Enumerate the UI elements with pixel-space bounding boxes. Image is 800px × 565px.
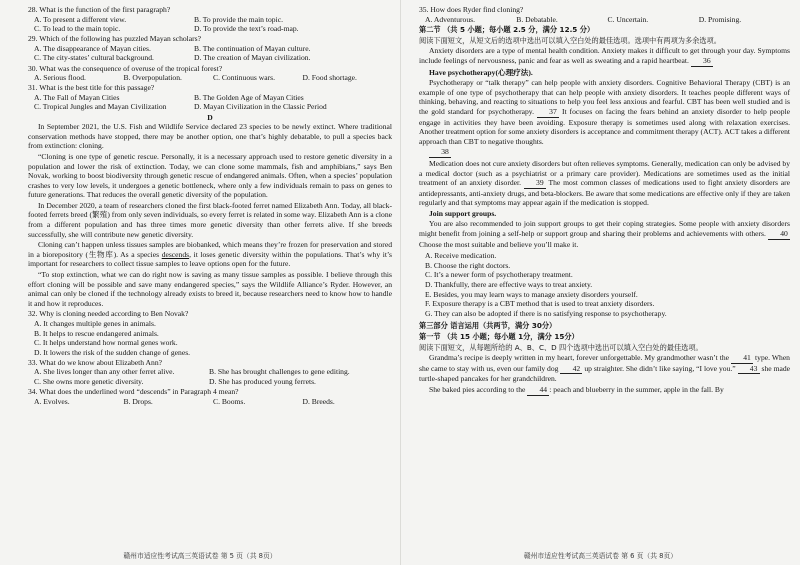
- option-c: C. It’s a newer form of psychotherapy treatment.: [425, 270, 573, 280]
- section-2-title: 第二节 （共 5 小题；每小题 2.5 分，满分 12.5 分）: [419, 25, 595, 35]
- option-b: B. Debatable.: [516, 14, 558, 24]
- option-d: D. The creation of Mayan civilization.: [194, 53, 311, 63]
- exam-page-6: [400, 0, 800, 565]
- blank-39: 39: [524, 178, 546, 189]
- cloze-paragraph-1: Grandma’s recipe is deeply written in my heart, forever unforgettable. My grandmother wasn’t the 41 type. When she came to stay with us, even our family dog 42 up straighter. She didn’t like saying, “I love you.” 43 she made turtle-shaped pancakes for her grandchildren.: [419, 353, 791, 384]
- option-b: B. She has brought challenges to gene editing.: [209, 367, 350, 377]
- option-e: E. Besides, you may learn ways to manage anxiety disorders yourself.: [425, 289, 638, 299]
- question-stem: 31. What is the best title for this passage?: [28, 83, 155, 93]
- option-d: D. Promising.: [698, 14, 742, 24]
- option-c: C. She owns more genetic diversity.: [34, 377, 144, 387]
- option-d: D. Breeds.: [302, 396, 335, 406]
- option-c: C. Tropical Jungles and Mayan Civilization: [34, 102, 167, 112]
- passage-paragraph-3: [419, 147, 790, 158]
- option-a: A. The Fall of Mayan Cities: [34, 92, 120, 102]
- part-3-instructions: 阅读下面短文，从每题所给的 A、B、C、D 四个选项中选出可以填入空白处的最佳选项。: [419, 342, 703, 352]
- option-a: A. She lives longer than any other ferret alive.: [34, 367, 175, 377]
- answer-options-list: [419, 251, 790, 318]
- option-a: A. The disappearance of Mayan cities.: [34, 43, 151, 53]
- option-b: B. The Golden Age of Mayan Cities: [194, 92, 304, 102]
- option-b: B. Drops.: [123, 396, 153, 406]
- option-b: B. Overpopulation.: [123, 73, 182, 83]
- option-a: A. It changes multiple genes in animals.: [34, 319, 156, 328]
- option-f: F. Exposure therapy is a CBT method that is used to treat anxiety disorders.: [425, 299, 655, 309]
- option-b: B. It helps to rescue endangered animals.: [34, 328, 159, 338]
- option-b: B. The continuation of Mayan culture.: [194, 43, 311, 53]
- option-c: C. Uncertain.: [607, 14, 649, 24]
- blank-41: 41: [731, 353, 753, 364]
- blank-44: 44: [527, 385, 549, 396]
- option-c: C. It helps understand how normal genes work.: [34, 338, 178, 348]
- question-33: [28, 358, 392, 387]
- option-a: A. To present a different view.: [34, 14, 127, 24]
- passage-paragraph-5: You are also recommended to join support groups to get their coping strategies. Some people with anxiety disorders might benefit from joining a self-help or support group and sharing their problems and achievements with others. 40 Choose the most suitable and believe you’ll make it.: [419, 219, 790, 249]
- option-c: C. The city-states’ cultural background.: [34, 53, 154, 63]
- underlined-word: descends: [161, 249, 190, 259]
- question-stem: 33. What do we know about Elizabeth Ann?: [28, 357, 162, 367]
- blank-42: 42: [560, 364, 582, 375]
- question-stem: 28. What is the function of the first paragraph?: [28, 5, 171, 14]
- question-stem: 29. Which of the following has puzzled Mayan scholars?: [28, 34, 201, 44]
- question-32: [28, 309, 392, 357]
- passage-paragraph-4: Medication does not cure anxiety disorders but often relieves symptoms. Generally, medication can only be advised by a medical doctor (such as a psychiatrist or a primary care provider). Medications are sometimes used as the initial treatment of an anxiety disorder. 39 The most common classes of medications used to fight anxiety disorders are antidepressants, anti-anxiety drugs, and beta-blockers. Be aware that some medications are effective only if they are taken regularly and that symptoms may appear again if the medication is stopped.: [419, 158, 791, 208]
- option-a: A. Receive medication.: [425, 251, 497, 261]
- option-a: A. Evolves.: [34, 396, 70, 406]
- option-d: D. She has produced young ferrets.: [209, 377, 316, 387]
- page-footer: 赣州市适应性考试高三英语试卷 第 6 页（共 8页）: [523, 552, 678, 561]
- blank-36: 36: [691, 56, 713, 67]
- question-stem: 35. How does Ryder find cloning?: [419, 5, 524, 14]
- passage-paragraph-2: Psychotherapy or “talk therapy” can help people with anxiety disorders. Cognitive Behavioral Therapy (CBT) is an example of one type of psychotherapy that can help people with anxiety disorders. It teaches people different ways of thinking, behaving, and reacting to situations to help you feel less anxious and fearful. CBT has been well studied and is the gold standard for psychotherapy. 37 It focuses on facing the fears behind an anxiety disorder to help people engage in activities they have been avoiding. Exposure therapy is sometimes used along with relaxation exercises. Another treatment option for some anxiety disorders is acceptance and commitment therapy (ACT). ACT takes a different approach than CBT to negative thoughts.: [419, 78, 790, 146]
- option-c: C. Continuous wars.: [213, 73, 276, 83]
- question-29: [28, 34, 392, 63]
- blank-40: 40: [768, 229, 790, 240]
- option-c: C. Booms.: [213, 396, 246, 406]
- part-3-title: 第三部分 语言运用（共两节，满分 30分）: [419, 321, 557, 331]
- question-stem: 30. What was the consequence of overuse of the tropical forest?: [28, 63, 223, 73]
- part-3-section-1-title: 第一节 （共 15 小题；每小题 1分，满分 15分）: [419, 332, 579, 341]
- option-d: D. To provide the text’s road-map.: [194, 24, 299, 34]
- passage-paragraph-5: “To stop extinction, what we can do right now is saving as many tissue samples as possible. I believe through this effort cloning will be possible and save many endangered species,” says the Wildlife Alliance’s Ryder. However, an animal can only be cloned if the technology already exists to breed it, because researchers need to know how to handle it and how it reproduces.: [28, 270, 392, 308]
- cloze-paragraph-2: She baked pies according to the 44 : peach and blueberry in the summer, apple in the fall. By: [429, 384, 724, 394]
- question-35: [419, 5, 790, 24]
- option-g: G. They can also be adopted if there is no satisfying response to psychotherapy.: [425, 308, 667, 318]
- passage-paragraph-1: Anxiety disorders are a type of mental health condition. Anxiety makes it difficult to get through your day. Symptoms include feelings of nervousness, panic and fear as well as sweating and a rapid heartbeat. 36: [419, 46, 790, 65]
- option-c: C. To lead to the main topic.: [34, 24, 121, 34]
- option-d: D. Food shortage.: [302, 73, 357, 83]
- subheading-support-groups: Join support groups.: [429, 208, 497, 218]
- passage-paragraph-3: In December 2020, a team of researchers cloned the first black-footed ferret named Elizabeth Ann. Today, all black-footed ferrets breed (繁殖) from only seven individuals, so every ferret is related in some way. Elizabeth Ann is a clone from a different population and has three times more genetic diversity than other ferrets alive. If she breeds successfully, she will contribute new genetic diversity.: [28, 200, 392, 239]
- blank-37: 37: [537, 107, 559, 118]
- option-a: A. Serious flood.: [34, 73, 86, 83]
- option-b: B. To provide the main topic.: [194, 14, 283, 24]
- section-2-instructions: 阅读下面短文，从短文后的选项中选出可以填入空白处的最佳选项。选项中有两项为多余选项。: [419, 35, 721, 45]
- question-28: [28, 5, 392, 34]
- option-a: A. Adventurous.: [425, 14, 475, 24]
- blank-43: 43: [738, 364, 760, 375]
- question-31: [28, 83, 392, 112]
- question-stem: 32. Why is cloning needed according to Ben Novak?: [28, 309, 189, 319]
- passage-paragraph-2: “Cloning is one type of genetic rescue. Personally, it is a necessary approach used to restore genetic diversity in a population and lower the risk of extinction. Today, we can clone some mammals, fish and amphibians,” says Ben Novak, working to boost biodiversity through genetic rescue of endangered animals. Often, when a species’ population crashes to very low levels, it undergoes a genetic bottleneck, where only a few individuals remain to pass on genes to future generations. That reduces the overall genetic diversity of the population.: [28, 151, 392, 200]
- option-b: B. Choose the right doctors.: [425, 260, 511, 270]
- option-d: D. Thankfully, there are effective ways to treat anxiety.: [425, 280, 593, 290]
- option-d: D. Mayan Civilization in the Classic Period: [194, 102, 327, 112]
- blank-38: 38: [429, 147, 451, 158]
- question-30: [28, 64, 392, 83]
- page-footer: 赣州市适应性考试高三英语试卷 第 5 页（共 8页）: [123, 552, 277, 561]
- passage-d-heading: D: [207, 112, 213, 122]
- subheading-psychotherapy: Have psychotherapy(心理疗法).: [429, 67, 533, 77]
- question-34: [28, 387, 392, 406]
- passage-paragraph-4: Cloning can’t happen unless tissues samples are biobanked, which means they’re frozen for preservation and stored in a biorepository (生物库). As a species descends, it loses genetic diversity within the populations. That’s why it’s important for researchers to collect tissue samples to leave options open for the future.: [28, 240, 392, 269]
- question-stem: 34. What does the underlined word “descends” in Paragraph 4 mean?: [28, 387, 239, 397]
- option-d: D. It lowers the risk of the sudden change of genes.: [34, 347, 191, 357]
- passage-paragraph-1: In September 2021, the U.S. Fish and Wildlife Service declared 23 species to be newly extinct. Where traditional conservation methods have stopped, there may be another option, one that’s highly debatable, to pull a species back from extinction: cloning.: [28, 122, 392, 151]
